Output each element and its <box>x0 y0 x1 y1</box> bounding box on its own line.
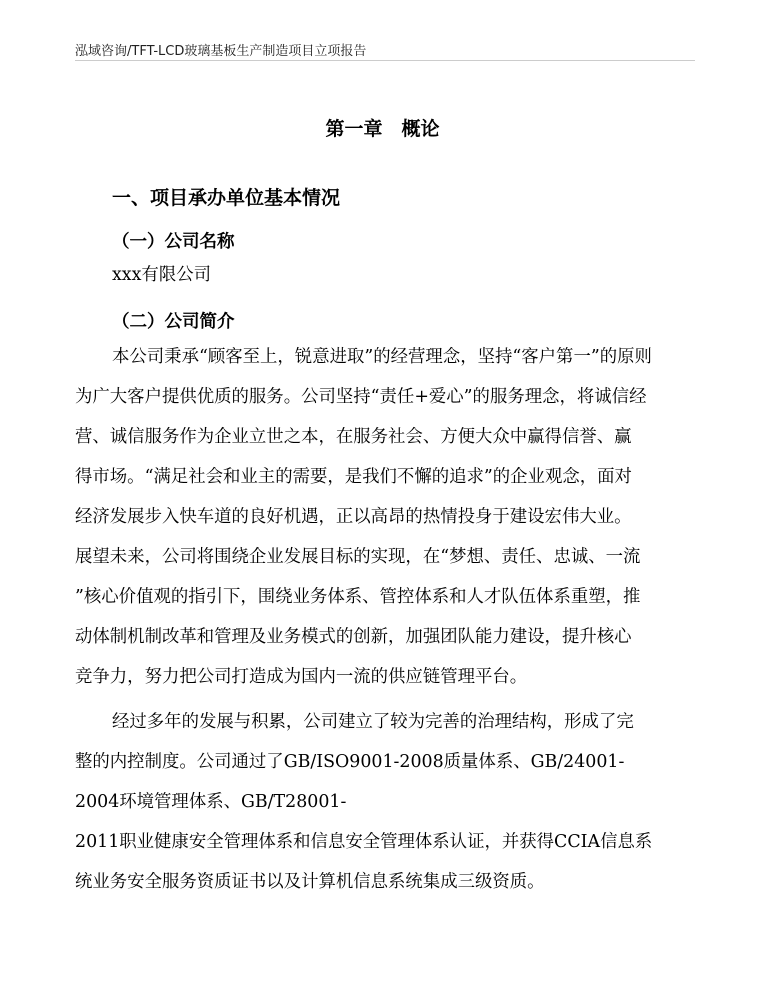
paragraph-line: 竞争力，努力把公司打造成为国内一流的供应链管理平台。 <box>75 667 528 687</box>
paragraph-line: 本公司秉承“顾客至上，锐意进取”的经营理念，坚持“客户第一”的原则 <box>112 347 652 367</box>
section-title: 一、项目承办单位基本情况 <box>112 187 341 209</box>
paragraph-line: 统业务安全服务资质证书以及计算机信息系统集成三级资质。 <box>75 872 545 892</box>
running-header: 泓域咨询/TFT-LCD玻璃基板生产制造项目立项报告 <box>75 44 367 59</box>
chapter-title: 第一章 概论 <box>325 118 440 140</box>
company-name-heading: （一）公司名称 <box>112 232 235 252</box>
intro-paragraph-1 <box>75 337 695 697</box>
paragraph-line: 展望未来，公司将围绕企业发展目标的实现，在“梦想、责任、忠诚、一流 <box>75 547 641 567</box>
paragraph-line: ”核心价值观的指引下，围绕业务体系、管控体系和人才队伍体系重塑，推 <box>75 587 641 607</box>
paragraph-line: 经过多年的发展与积累，公司建立了较为完善的治理结构，形成了完 <box>112 712 634 732</box>
paragraph-line: 2004环境管理体系、GB/T28001- <box>75 792 347 812</box>
header-divider <box>75 60 695 61</box>
paragraph-line: 动体制机制改革和管理及业务模式的创新，加强团队能力建设，提升核心 <box>75 627 632 647</box>
paragraph-line: 为广大客户提供优质的服务。公司坚持“责任+爱心”的服务理念，将诚信经 <box>75 387 647 407</box>
paragraph-line: 整的内控制度。公司通过了GB/ISO9001-2008质量体系、GB/24001- <box>75 752 625 772</box>
paragraph-line: 2011职业健康安全管理体系和信息安全管理体系认证，并获得CCIA信息系 <box>75 832 653 852</box>
company-intro-heading: （二）公司简介 <box>112 312 235 332</box>
company-name-value: xxx有限公司 <box>112 265 211 285</box>
paragraph-line: 经济发展步入快车道的良好机遇，正以高昂的热情投身于建设宏伟大业。 <box>75 507 632 527</box>
intro-paragraph-2 <box>75 702 695 902</box>
paragraph-line: 营、诚信服务作为企业立世之本，在服务社会、方便大众中赢得信誉、赢 <box>75 427 632 447</box>
paragraph-line: 得市场。“满足社会和业主的需要，是我们不懈的追求”的企业观念，面对 <box>75 467 632 487</box>
